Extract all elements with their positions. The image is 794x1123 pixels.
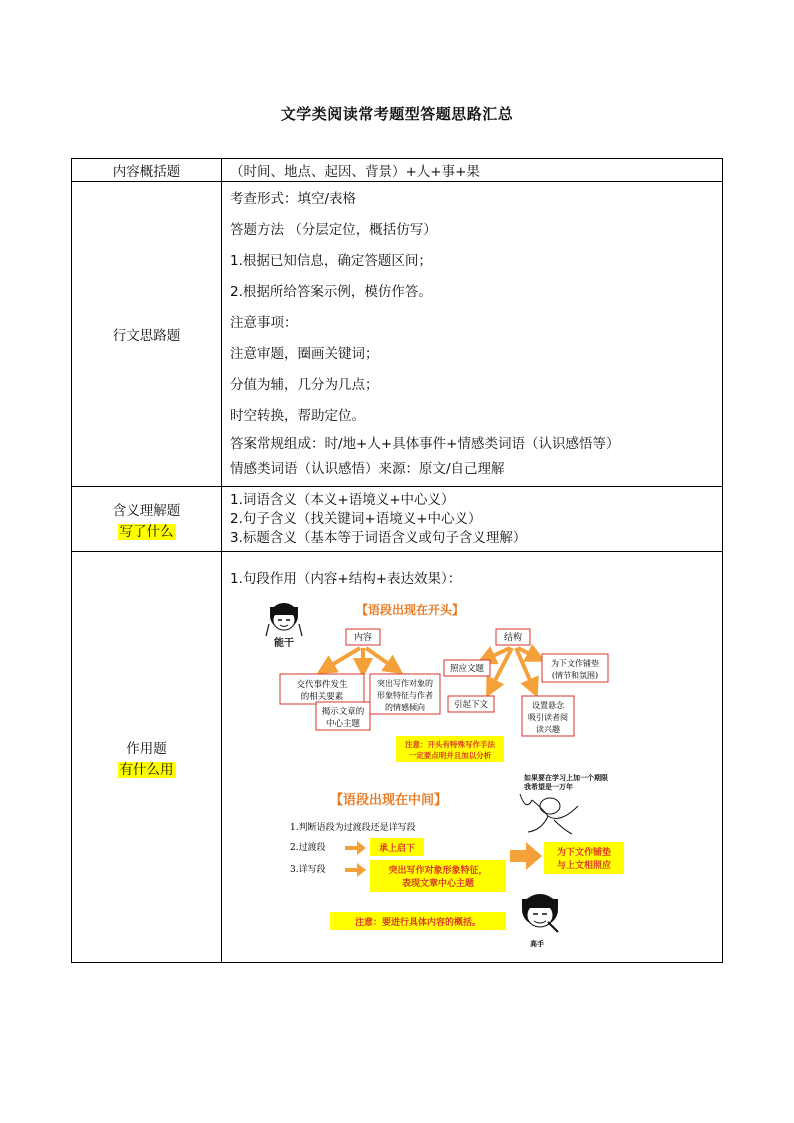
fig2-box1: 承上启下 [378, 844, 416, 854]
function-figure [220, 594, 640, 954]
thread-line: 2.根据所给答案示例，模仿作答。 [230, 284, 432, 300]
thread-line: 考查形式：填空/表格 [230, 191, 357, 207]
thread-line: 答案常规组成：时/地+人+具体事件+情感类词语（认识感悟等） [230, 436, 620, 452]
box-e-line: (情节和氛围) [551, 671, 599, 680]
arrow-right-icon [345, 841, 366, 855]
label-content-summary: 内容概括题 [72, 159, 222, 182]
meme2-text-line: 如果要在学习上加一个期限 [524, 773, 608, 782]
page-title: 文学类阅读常考题型答题思路汇总 [280, 105, 514, 123]
fig1-title: 【语段出现在开头】 [355, 603, 465, 617]
meaning-cell [222, 487, 723, 552]
meme1-caption: 能干 [274, 638, 294, 649]
box-f: 引起下文 [453, 700, 489, 710]
fig2-box2-line: 突出写作对象形象特征， [388, 866, 488, 876]
label-writing-thread: 行文思路题 [72, 182, 222, 487]
thread-line: 时空转换，帮助定位。 [230, 408, 365, 424]
fig2-box2-line: 表现文章中心主题 [401, 879, 475, 889]
function-highlight: 有什么用 [119, 761, 174, 778]
function-cell [222, 552, 723, 963]
box-a-line: 的相关要素 [300, 692, 344, 702]
meme-face-icon [522, 894, 558, 932]
meme2-text-line: 我希望是一万年 [524, 782, 573, 791]
box-b-line: 的情感倾向 [385, 703, 425, 712]
meaning-line: 1.词语含义（本义+语境义+中心义） [230, 491, 455, 508]
arrow [320, 648, 360, 672]
fig2-title: 【语段出现在中间】 [330, 793, 448, 808]
stick-figure-icon [520, 794, 578, 834]
box-b-line: 形象特征与作者 [377, 691, 433, 700]
box-c-line: 中心主题 [325, 719, 361, 729]
row-writing-thread [72, 182, 723, 487]
writing-thread-cell [222, 182, 723, 487]
arrow [366, 648, 400, 672]
meaning-highlight: 写了什么 [119, 523, 174, 540]
thread-line: 1.根据已知信息，确定答题区间； [230, 253, 432, 269]
meaning-line: 2.句子含义（找关键词+语境义+中心义） [230, 510, 482, 527]
arrow-right-icon [345, 863, 366, 877]
fig2-step1: 1.判断语段为过渡段还是详写段 [290, 823, 416, 833]
fig2-box3-line: 与上文相照应 [556, 861, 612, 871]
thread-line: 注意事项： [230, 315, 298, 331]
arrow-right-icon [510, 842, 542, 870]
structure-node: 结构 [503, 633, 523, 643]
box-d: 照应文题 [449, 664, 485, 674]
row-content-summary [72, 159, 723, 182]
meaning-line: 3.标题含义（基本等于词语含义或句子含义理解） [230, 529, 527, 546]
function-heading: 1.句段作用（内容+结构+表达效果）： [230, 571, 462, 587]
fig2-step3: 3.详写段 [290, 865, 326, 875]
box-a-line: 交代事件发生 [296, 680, 348, 690]
content-node: 内容 [353, 633, 373, 643]
meme-face-icon [266, 603, 302, 636]
meme2-caption: 高手 [530, 939, 544, 948]
box-c-line: 揭示文章的 [321, 707, 365, 717]
content-summary-text: （时间、地点、起因、背景）+人+事+果 [222, 159, 723, 182]
box-g-line: 读兴趣 [536, 725, 560, 734]
fig2-step2: 2.过渡段 [290, 843, 326, 853]
box-g-line: 设置悬念 [532, 701, 564, 710]
fig2-note: 注意：要进行具体内容的概括。 [354, 918, 482, 928]
thread-line: 分值为辅，几分为几点； [230, 377, 379, 393]
row-function [72, 552, 723, 963]
box-g-line: 吸引读者阅 [528, 713, 568, 722]
box-e-line: 为下文作铺垫 [551, 659, 599, 668]
label-meaning [72, 487, 222, 552]
box-b-line: 突出写作对象的 [377, 679, 433, 688]
fig1-note-line: 一定要点明并且加以分析 [408, 751, 492, 760]
thread-line: 情感类词语（认识感悟）来源：原文/自己理解 [230, 461, 505, 477]
label-function [72, 552, 222, 963]
function-title: 作用题 [126, 740, 167, 757]
thread-line: 注意审题，圈画关键词； [230, 346, 379, 362]
thread-line: 答题方法 （分层定位，概括仿写） [230, 222, 437, 238]
fig2-box3-line: 为下文作铺垫 [556, 848, 612, 858]
meaning-title: 含义理解题 [112, 502, 181, 519]
row-meaning [72, 487, 723, 552]
fig1-note-line: 注意：开头有特殊写作手法 [405, 740, 495, 749]
summary-table [71, 158, 723, 963]
